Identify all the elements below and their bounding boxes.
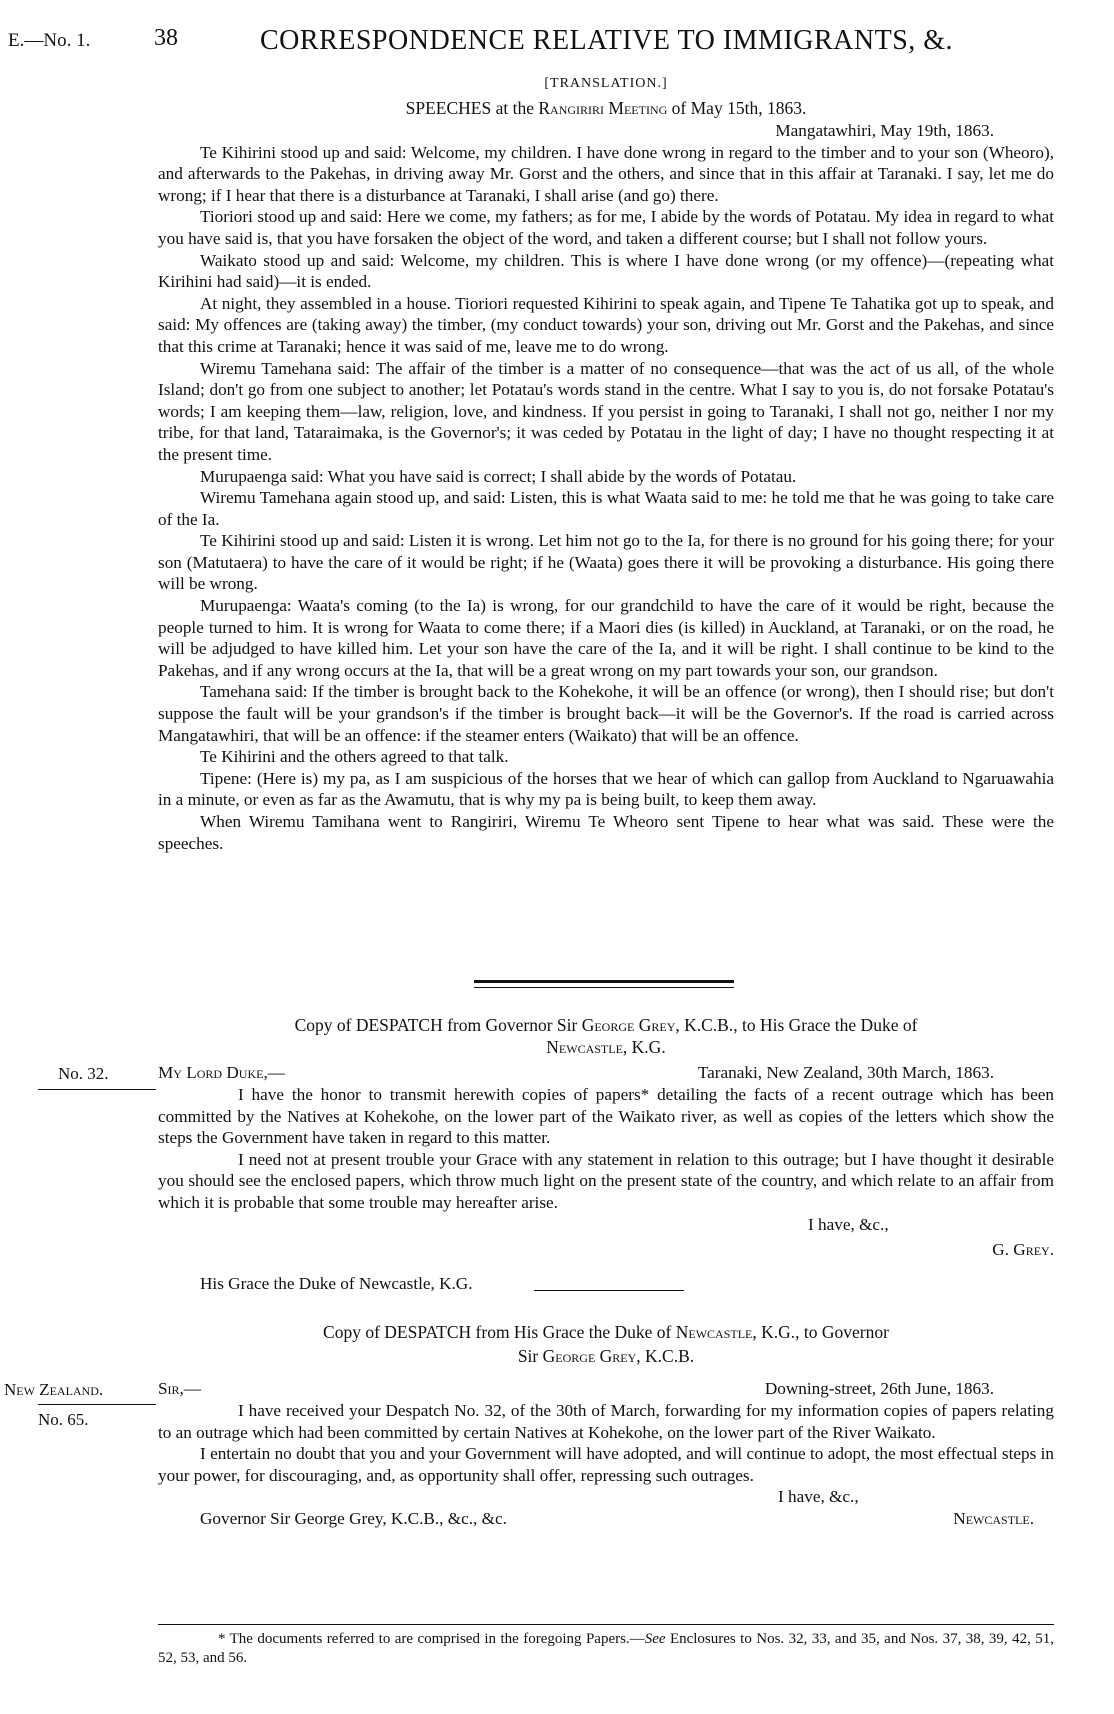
footnote <box>158 1630 1054 1668</box>
despatch1-body <box>158 1062 1054 1294</box>
speech-paragraph: At night, they assembled in a house. Tioriori requested Kihirini to speak again, and Tipene Te Tahatika got up to speak, and said: My offences are (taking away) the timber, (my conduct towards) your son, driving out Mr. Gorst and the Pakehas, and since that this crime at Taranaki; hence it was said of me, leave me to do wrong. <box>158 293 1054 356</box>
despatch1-salutation-line <box>158 1062 1054 1084</box>
speech-paragraph: Tipene: (Here is) my pa, as I am suspicious of the horses that we hear of which can gallop from Auckland to Ngaruawahia in a minute, or even as far as the Awamutu, that is why my pa is being built, to keep them away. <box>158 768 1054 810</box>
footnote-text-pre: * The documents referred to are comprised in the foregoing Papers.— <box>218 1631 645 1647</box>
speeches-heading: SPEECHES at the Rangiriri Meeting of May 15th, 1863. <box>405 98 807 118</box>
despatch2-margin-place: New Zealand. <box>4 1380 104 1399</box>
despatch2-addressee: Governor Sir George Grey, K.C.B., &c., &c. <box>200 1508 507 1528</box>
footnote-see: See <box>644 1631 666 1647</box>
despatch2-signature: Newcastle. <box>953 1508 1034 1528</box>
despatch1-signature: G. Grey. <box>992 1240 1054 1260</box>
speech-paragraph: Te Kihirini and the others agreed to that talk. <box>200 747 509 767</box>
section-divider <box>474 980 734 983</box>
document-reference: E.—No. 1. <box>8 30 91 51</box>
despatch2-title: Copy of DESPATCH from His Grace the Duke of Newcastle, K.G., to Governor Sir George Grey, K.C.B. <box>323 1322 889 1366</box>
speeches-body <box>158 120 1054 854</box>
despatch2-paragraph: I entertain no doubt that you and your Government will have adopted, and will continue to adopt, the most effectual steps in your power, for discouraging, and, as opportunity shall offer, repressing such outrages. <box>158 1444 1054 1485</box>
despatch2-closing: I have, &c., <box>778 1487 859 1507</box>
section-divider <box>534 1290 684 1291</box>
speech-paragraph: Wiremu Tamehana again stood up, and said: Listen, this is what Waata said to me: he told me that he was going to take care of the Ia. <box>158 488 1054 529</box>
page-number: 38 <box>154 25 178 51</box>
despatch2-salutation-line <box>158 1378 1054 1400</box>
despatch1-paragraph: I need not at present trouble your Grace with any statement in relation to this outrage; but I have thought it desirable you should see the enclosed papers, which throw much light on the present state of the country, and which relate to an affair from which it is probable that some trouble may hereafter arise. <box>158 1149 1054 1212</box>
page-title: CORRESPONDENCE RELATIVE TO IMMIGRANTS, &. <box>260 25 954 56</box>
despatch2-sign-line <box>158 1508 1054 1530</box>
speeches-place-date: Mangatawhiri, May 19th, 1863. <box>775 121 994 140</box>
despatch1-closing: I have, &c., <box>808 1214 889 1234</box>
speech-paragraph: Waikato stood up and said: Welcome, my children. This is where I have done wrong (or my offence)—(repeating what Kirihini had said)—it is ended. <box>158 250 1054 292</box>
speech-paragraph: Tamehana said: If the timber is brought back to the Kohekohe, it will be an offence (or wrong), then I should rise; but don't suppose the fault will be your grandson's if the timber is brought back—it will be the Governor's. If the road is carried across Mangatawhiri, that will be an offence: if the steamer enters (Waikato) that will be an offence. <box>158 682 1054 745</box>
despatch1-title: Copy of DESPATCH from Governor Sir George Grey, K.C.B., to His Grace the Duke of Newcastle, K.G. <box>294 1015 918 1057</box>
despatch2-margin-number: No. 65. <box>38 1410 89 1429</box>
speech-paragraph: Murupaenga said: What you have said is correct; I shall abide by the words of Potatau. <box>200 466 797 486</box>
despatch1-paragraph: I have the honor to transmit herewith copies of papers* detailing the facts of a recent outrage which has been committed by the Natives at Kohekohe, on the lower part of the Waikato river, as well as copies of the letters which show the steps the Government have taken in regard to this matter. <box>158 1085 1054 1148</box>
despatch1-margin-number: No. 32. <box>58 1064 109 1083</box>
despatch1-salutation: My Lord Duke,— <box>158 1063 285 1082</box>
speech-paragraph: Murupaenga: Waata's coming (to the Ia) is wrong, for our grandchild to have the care of it would be right, because the people turned to him. It is wrong for Waata to come there; if a Maori dies (is killed) in Auckland, at Taranaki, or on the road, he will be adjudged to have killed him. Let your son have the care of the Ia, and it will be right. I shall continue to be kind to the Pakehas, and if any wrong occurs at the Ia, that will be a great wrong on my part towards your son, our grandson. <box>158 596 1054 680</box>
section-divider <box>474 987 734 988</box>
speech-paragraph: When Wiremu Tamihana went to Rangiriri, Wiremu Te Wheoro sent Tipene to hear what was said. These were the speeches. <box>158 812 1054 853</box>
translation-label: [TRANSLATION.] <box>544 76 668 91</box>
despatch1-place-date: Taranaki, New Zealand, 30th March, 1863. <box>697 1063 994 1082</box>
speech-paragraph: Tioriori stood up and said: Here we come, my fathers; as for me, I abide by the words of Potatau. My idea in regard to what you have said is, that you have forsaken the object of the word, and taken a different course; but I shall not follow yours. <box>158 207 1054 248</box>
footnote-text-post: Enclosures to Nos. 32, 33, and 35, and Nos. 37, 38, 39, 42, 51, 52, 53, and 56. <box>158 1631 1055 1666</box>
speech-paragraph: Te Kihirini stood up and said: Welcome, my children. I have done wrong in regard to the timber and to your son (Wheoro), and afterwards to the Pakehas, in driving away Mr. Gorst and the others, and since that in this affair at Taranaki. I say, let me do wrong; if I hear that there is a disturbance at Taranaki, I shall arise (and go) there. <box>158 142 1054 205</box>
footnote-rule <box>158 1624 1054 1625</box>
despatch2-paragraph: I have received your Despatch No. 32, of the 30th of March, forwarding for my information copies of papers relating to an outrage which had been committed by certain Natives at Kohekohe, on the lower part of the River Waikato. <box>158 1401 1054 1442</box>
despatch2-body <box>158 1378 1054 1530</box>
page-header <box>8 22 1094 62</box>
margin-rule <box>38 1404 156 1405</box>
despatch1-addressee: His Grace the Duke of Newcastle, K.G. <box>200 1273 473 1293</box>
speech-paragraph: Te Kihirini stood up and said: Listen it is wrong. Let him not go to the Ia, for there is no ground for his going there; for your son (Matutaera) to have the care of it would be right; if he (Waata) goes there it will be provoking a disturbance. His going there will be wrong. <box>158 531 1054 594</box>
speech-paragraph: Wiremu Tamehana said: The affair of the timber is a matter of no consequence—that was the act of us all, of the whole Island; don't go from one subject to another; let Potatau's words stand in the centre. What I say to you is, do not forsake Potatau's words; I am keeping them—law, religion, love, and kindness. If you persist in going to Taranaki, I shall not go, neither I nor my tribe, for that land, Tataraimaka, is the Governor's; it was ceded by Potatau in the light of day; I have no thought respecting it at the present time. <box>158 358 1054 464</box>
despatch2-salutation: Sir,— <box>158 1379 202 1398</box>
margin-rule <box>38 1089 156 1090</box>
despatch2-place-date: Downing-street, 26th June, 1863. <box>764 1379 994 1398</box>
